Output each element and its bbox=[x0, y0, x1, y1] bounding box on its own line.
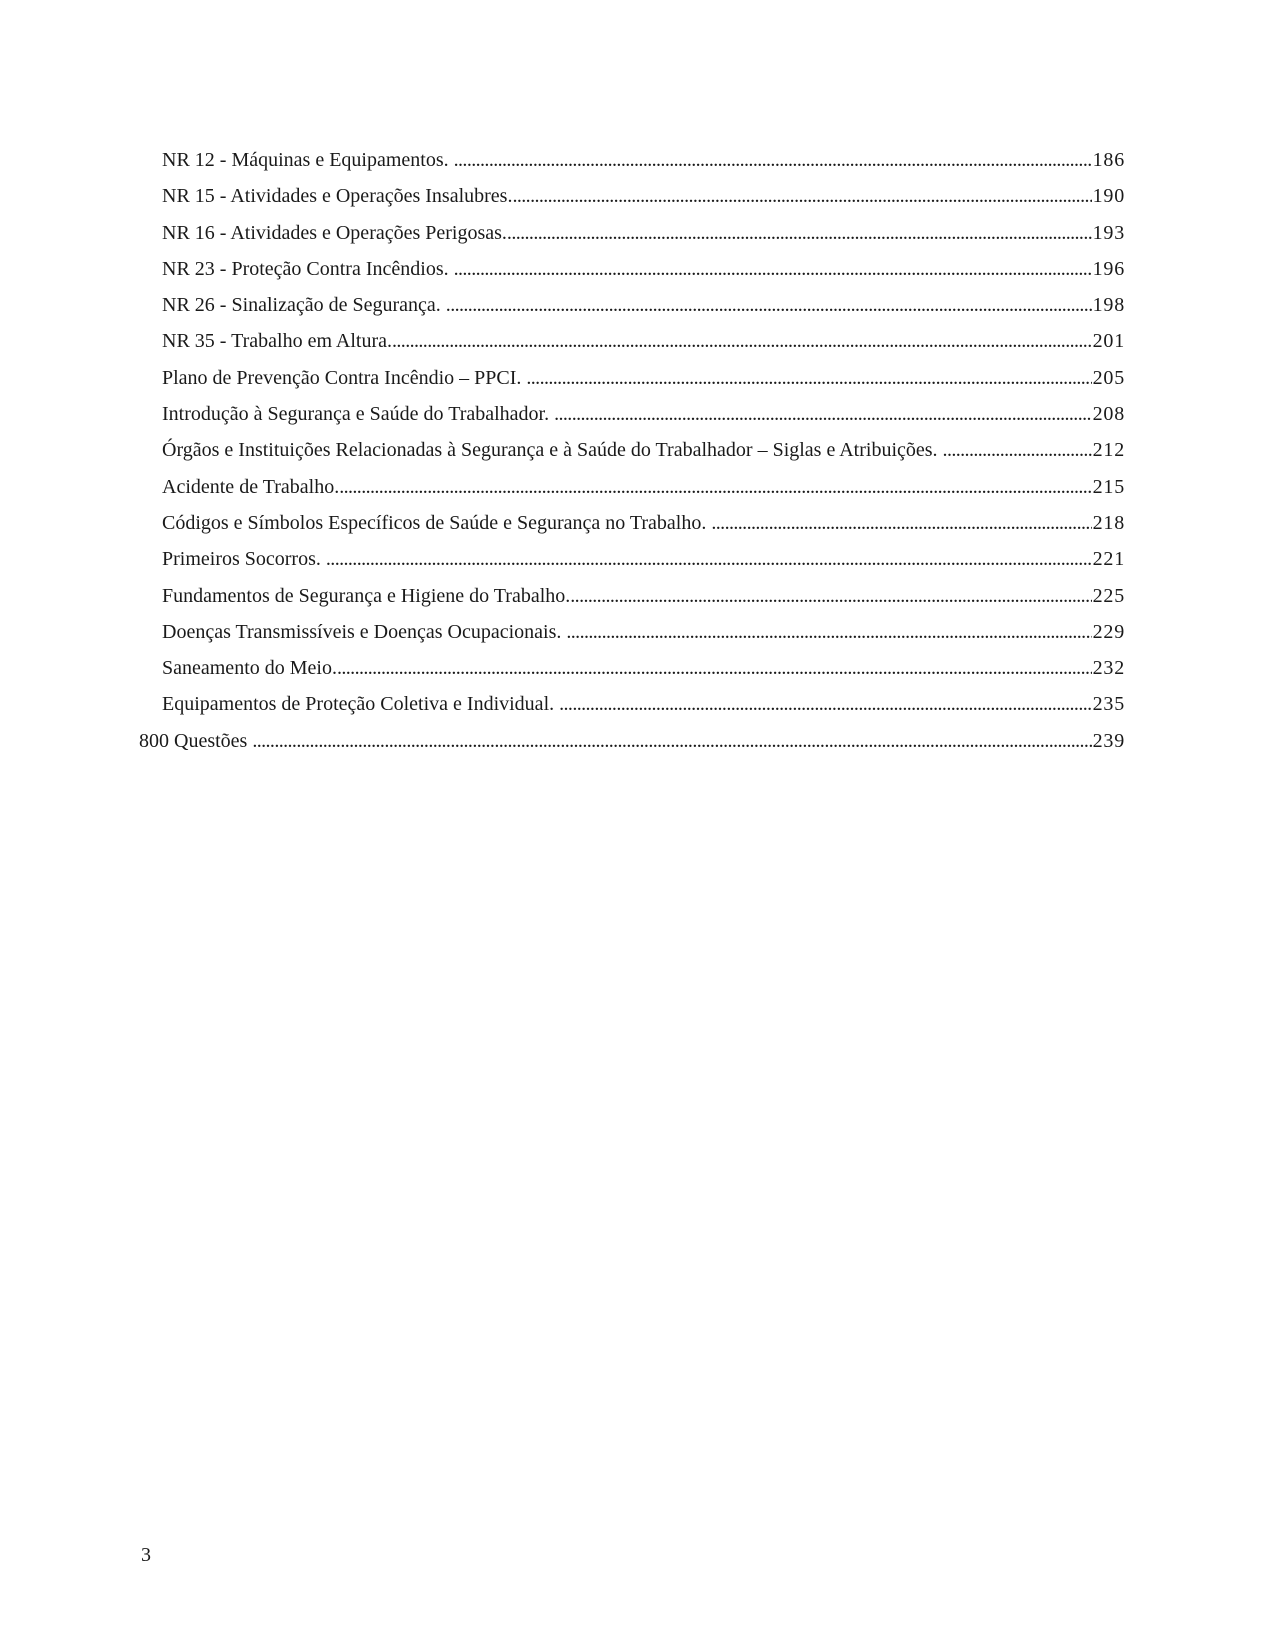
toc-leader-dots bbox=[554, 396, 1091, 432]
toc-leader-dots bbox=[454, 251, 1092, 287]
toc-entry-page: 190 bbox=[1092, 185, 1125, 208]
toc-leader-dots bbox=[943, 432, 1092, 468]
toc-entry-page: 215 bbox=[1092, 475, 1125, 498]
toc-entry-label: Equipamentos de Proteção Coletiva e Individual. bbox=[162, 693, 560, 716]
toc-entry-label: Primeiros Socorros. bbox=[162, 548, 326, 571]
toc-entry[interactable] bbox=[139, 360, 1125, 396]
toc-leader-dots bbox=[392, 323, 1092, 359]
toc-leader-dots bbox=[711, 505, 1091, 541]
toc-entry-label: Acidente de Trabalho. bbox=[162, 475, 340, 498]
toc-leader-dots bbox=[339, 469, 1091, 505]
toc-entry-label: NR 16 - Atividades e Operações Perigosas. bbox=[162, 221, 507, 244]
toc-entry[interactable] bbox=[139, 505, 1125, 541]
toc-entry-page: 212 bbox=[1092, 439, 1125, 462]
toc-entry-label: Fundamentos de Segurança e Higiene do Trabalho. bbox=[162, 584, 571, 607]
toc-leader-dots bbox=[570, 578, 1091, 614]
toc-entry[interactable] bbox=[139, 178, 1125, 214]
toc-entry-page: 218 bbox=[1092, 511, 1125, 534]
toc-entry[interactable] bbox=[139, 432, 1125, 468]
toc-leader-dots bbox=[559, 686, 1091, 722]
toc-leader-dots bbox=[252, 723, 1091, 759]
toc-entry[interactable] bbox=[139, 142, 1125, 178]
toc-leader-dots bbox=[507, 215, 1092, 251]
toc-entry-page: 196 bbox=[1092, 257, 1125, 280]
toc-leader-dots bbox=[512, 178, 1091, 214]
toc-entry-page: 239 bbox=[1092, 729, 1125, 752]
toc-entry-page: 198 bbox=[1092, 294, 1125, 317]
toc-entry[interactable] bbox=[139, 396, 1125, 432]
toc-entry[interactable] bbox=[139, 251, 1125, 287]
toc-entry[interactable] bbox=[139, 469, 1125, 505]
toc-entry-label: 800 Questões bbox=[139, 729, 253, 752]
toc-leader-dots bbox=[454, 142, 1092, 178]
toc-entry[interactable] bbox=[139, 578, 1125, 614]
toc-entry-label: Doenças Transmissíveis e Doenças Ocupacionais. bbox=[162, 620, 567, 643]
toc-leader-dots bbox=[526, 360, 1091, 396]
toc-entry-page: 193 bbox=[1092, 221, 1125, 244]
toc-entry-page: 232 bbox=[1092, 657, 1125, 680]
toc-entry-label: NR 12 - Máquinas e Equipamentos. bbox=[162, 149, 454, 171]
toc-leader-dots bbox=[446, 287, 1092, 323]
toc-leader-dots bbox=[566, 614, 1091, 650]
toc-entry-label: NR 15 - Atividades e Operações Insalubres. bbox=[162, 185, 513, 208]
toc-entry-label: Códigos e Símbolos Específicos de Saúde e Segurança no Trabalho. bbox=[162, 511, 712, 534]
toc-entry-page: 201 bbox=[1092, 330, 1125, 353]
toc-entry-page: 205 bbox=[1092, 366, 1125, 389]
toc-entry-label: NR 35 - Trabalho em Altura. bbox=[162, 330, 392, 353]
toc-entry-page: 221 bbox=[1092, 548, 1125, 571]
toc-entry-page: 235 bbox=[1092, 693, 1125, 716]
toc-entry-page: 229 bbox=[1092, 620, 1125, 643]
toc-entry[interactable] bbox=[139, 686, 1125, 722]
toc-leader-dots bbox=[337, 650, 1092, 686]
toc-entry[interactable] bbox=[139, 614, 1125, 650]
toc-entry[interactable] bbox=[139, 650, 1125, 686]
toc-entry[interactable] bbox=[139, 723, 1125, 759]
toc-entry[interactable] bbox=[139, 215, 1125, 251]
toc-entry-label: Saneamento do Meio. bbox=[162, 657, 337, 680]
toc-entry-label: Órgãos e Instituições Relacionadas à Segurança e à Saúde do Trabalhador – Siglas e Atribuições. bbox=[162, 439, 943, 462]
toc-entry-label: Plano de Prevenção Contra Incêndio – PPCI. bbox=[162, 366, 527, 389]
toc bbox=[139, 142, 1125, 759]
toc-entry-page: 186 bbox=[1092, 149, 1125, 171]
toc-entry[interactable] bbox=[139, 541, 1125, 577]
toc-entry-label: NR 26 - Sinalização de Segurança. bbox=[162, 294, 446, 317]
toc-entry-label: Introdução à Segurança e Saúde do Trabalhador. bbox=[162, 403, 555, 426]
toc-leader-dots bbox=[326, 541, 1092, 577]
toc-entry[interactable] bbox=[139, 323, 1125, 359]
toc-entry-page: 225 bbox=[1092, 584, 1125, 607]
page-number: 3 bbox=[141, 1544, 151, 1566]
toc-entry-label: NR 23 - Proteção Contra Incêndios. bbox=[162, 257, 454, 280]
toc-entry[interactable] bbox=[139, 287, 1125, 323]
toc-entry-page: 208 bbox=[1092, 403, 1125, 426]
